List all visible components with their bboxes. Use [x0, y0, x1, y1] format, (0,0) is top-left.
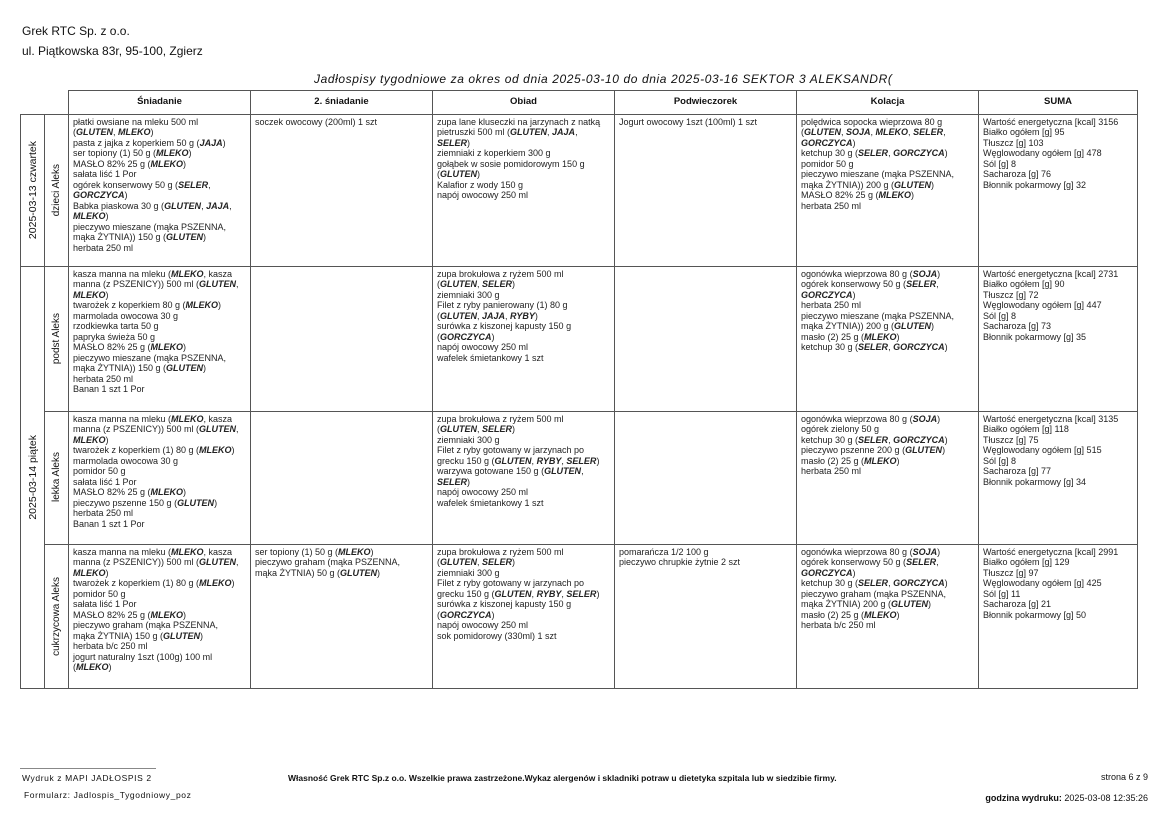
cell-line: (MLEKO)	[73, 662, 112, 672]
cell-line: sok pomidorowy (330ml) 1 szt	[437, 630, 557, 641]
cell-line: pieczywo mieszane (mąka PSZENNA,	[801, 310, 955, 321]
diet-label: lekka Aleks	[45, 411, 69, 544]
cell-line: Sacharoza [g] 77	[983, 466, 1052, 476]
cell-line: jogurt naturalny 1szt (100g) 100 ml	[73, 651, 213, 662]
cell-line: marmolada owocowa 30 g	[73, 310, 179, 321]
cell-line: MASŁO 82% 25 g (MLEKO)	[73, 487, 187, 497]
cell-line: Sól [g] 8	[983, 310, 1017, 321]
cell-line: Tłuszcz [g] 75	[983, 434, 1039, 445]
cell-line: wafelek śmietankowy 1 szt	[437, 352, 544, 363]
day-label: 2025-03-13 czwartek	[21, 114, 45, 266]
cell-line: herbata 250 ml	[801, 300, 862, 310]
cell-line: sałata liść 1 Por	[73, 599, 137, 609]
cell-line: pomidor 50 g	[801, 158, 854, 169]
cell-line: ketchup 30 g (SELER, GORCZYCA)	[801, 578, 948, 588]
cell-line: polędwica sopocka wieprzowa 80 g	[801, 116, 943, 127]
cell-line: gołąbek w sosie pomidorowym 150 g	[437, 158, 585, 169]
cell-line: pieczywo mieszane (mąka PSZENNA,	[73, 352, 227, 363]
cell-line: mąka ŻYTNIA) 50 g (GLUTEN)	[255, 567, 381, 578]
col-header-sniadanie: Śniadanie	[69, 91, 251, 115]
cell-line: sałata liść 1 Por	[73, 169, 137, 179]
cell-line: ziemniaki 300 g	[437, 434, 500, 445]
cell-line: Jogurt owocowy 1szt (100ml) 1 szt	[619, 116, 758, 127]
cell-line: Kalafior z wody 150 g	[437, 179, 524, 190]
cell-line: MASŁO 82% 25 g (MLEKO)	[73, 342, 187, 352]
cell-line: Tłuszcz [g] 72	[983, 289, 1039, 300]
cell-line: ogonówka wieprzowa 80 g (SOJA)	[801, 546, 941, 557]
cell-line: pomidor 50 g	[73, 588, 126, 599]
cell-line: Sacharoza [g] 76	[983, 169, 1052, 179]
cell-line: mąka ŻYTNIA)) 200 g (GLUTEN)	[801, 179, 935, 190]
document-title: Jadłospisy tygodniowe za okres od dnia 2025-03-10 do dnia 2025-03-16 SEKTOR 3 ALEKSANDR(	[314, 72, 893, 86]
cell-line: twarożek z koperkiem (1) 80 g (MLEKO)	[73, 445, 235, 455]
weekly-menu-table	[20, 90, 1138, 689]
cell-line: pieczywo chrupkie żytnie 2 szt	[619, 557, 741, 567]
meal-cell-drugie-sniadanie	[251, 114, 433, 266]
cell-line: napój owocowy 250 ml	[437, 487, 529, 497]
nutrition-sum-cell	[979, 266, 1138, 411]
cell-line: Tłuszcz [g] 97	[983, 567, 1039, 578]
cell-line: twarożek z koperkiem 80 g (MLEKO)	[73, 300, 222, 310]
cell-line: herbata b/c 250 ml	[73, 641, 148, 651]
cell-line: Białko ogółem [g] 95	[983, 127, 1065, 137]
cell-line: MLEKO)	[73, 434, 109, 445]
cell-line: Sól [g] 8	[983, 455, 1017, 466]
diet-label: podst Aleks	[45, 266, 69, 411]
cell-line: pieczywo mieszane (mąka PSZENNA,	[73, 221, 227, 232]
cell-line: masło (2) 25 g (MLEKO)	[801, 455, 900, 466]
cell-line: mąka ŻYTNIA) 150 g (GLUTEN)	[73, 630, 204, 641]
meal-cell-drugie-sniadanie	[251, 544, 433, 688]
cell-line: marmolada owocowa 30 g	[73, 455, 179, 466]
meal-cell-obiad	[433, 266, 615, 411]
cell-line: Białko ogółem [g] 90	[983, 279, 1065, 289]
print-timestamp	[985, 793, 1148, 803]
cell-line: masło (2) 25 g (MLEKO)	[801, 609, 900, 620]
cell-line: herbata b/c 250 ml	[801, 620, 876, 630]
meal-cell-sniadanie	[69, 544, 251, 688]
cell-line: ogonówka wieprzowa 80 g (SOJA)	[801, 413, 941, 424]
cell-line: kasza manna na mleku (MLEKO, kasza	[73, 546, 233, 557]
cell-line: sałata liść 1 Por	[73, 476, 137, 487]
meal-cell-kolacja	[797, 114, 979, 266]
cell-line: Białko ogółem [g] 129	[983, 557, 1070, 567]
cell-line: warzywa gotowane 150 g (GLUTEN,	[437, 466, 584, 476]
cell-line: soczek owocowy (200ml) 1 szt	[255, 116, 378, 127]
diet-label: dzieci Aleks	[45, 114, 69, 266]
cell-line: MLEKO)	[73, 289, 109, 300]
cell-line: grecku 150 g (GLUTEN, RYBY, SELER)	[437, 455, 600, 466]
cell-line: SELER)	[437, 476, 471, 487]
cell-line: ogonówka wieprzowa 80 g (SOJA)	[801, 268, 941, 279]
table-header-row	[21, 91, 1138, 115]
cell-line: napój owocowy 250 ml	[437, 342, 529, 352]
cell-line: SELER)	[437, 137, 471, 148]
cell-line: pomidor 50 g	[73, 466, 126, 476]
cell-line: manna (z PSZENICY)) 500 ml (GLUTEN,	[73, 557, 239, 567]
print-time-value: 2025-03-08 12:35:26	[1064, 793, 1148, 803]
company-address: ul. Piątkowska 83r, 95-100, Zgierz	[22, 44, 203, 58]
cell-line: ogórek zielony 50 g	[801, 424, 880, 434]
cell-line: MASŁO 82% 25 g (MLEKO)	[73, 609, 187, 620]
cell-line: Wartość energetyczna [kcal] 3156	[983, 116, 1119, 127]
cell-line: MLEKO)	[73, 567, 109, 578]
cell-line: grecku 150 g (GLUTEN, RYBY, SELER)	[437, 588, 600, 599]
header-corner	[21, 91, 69, 115]
cell-line: mąka ŻYTNIA)) 150 g (GLUTEN)	[73, 232, 207, 242]
cell-line: Węglowodany ogółem [g] 425	[983, 578, 1102, 588]
cell-line: Sól [g] 11	[983, 588, 1021, 599]
meal-cell-sniadanie	[69, 266, 251, 411]
table-row	[21, 411, 1138, 544]
nutrition-sum-cell	[979, 411, 1138, 544]
cell-line: masło (2) 25 g (MLEKO)	[801, 331, 900, 342]
cell-line: Sacharoza [g] 73	[983, 321, 1052, 331]
cell-line: manna (z PSZENICY)) 500 ml (GLUTEN,	[73, 279, 239, 289]
cell-line: Wartość energetyczna [kcal] 2731	[983, 268, 1119, 279]
cell-line: (GORCZYCA)	[437, 609, 495, 620]
col-header-kolacja: Kolacja	[797, 91, 979, 115]
cell-line: Babka piaskowa 30 g (GLUTEN, JAJA,	[73, 200, 232, 211]
cell-line: (GLUTEN, SELER)	[437, 279, 516, 289]
cell-line: Błonnik pokarmowy [g] 35	[983, 331, 1087, 342]
cell-line: (GORCZYCA)	[437, 331, 495, 342]
meal-cell-podwieczorek	[615, 411, 797, 544]
footer-print-source: Wydruk z MAPI JADŁOSPIS 2	[22, 773, 152, 783]
cell-line: mąka ŻYTNIA)) 150 g (GLUTEN)	[73, 363, 207, 373]
meal-cell-podwieczorek	[615, 114, 797, 266]
meal-cell-drugie-sniadanie	[251, 411, 433, 544]
cell-line: pieczywo graham (mąka PSZENNA,	[73, 620, 219, 630]
cell-line: GORCZYCA)	[801, 289, 856, 300]
cell-line: Węglowodany ogółem [g] 447	[983, 300, 1102, 310]
meal-cell-podwieczorek	[615, 266, 797, 411]
cell-line: ketchup 30 g (SELER, GORCZYCA)	[801, 342, 948, 352]
cell-line: (GLUTEN, MLEKO)	[73, 127, 154, 137]
cell-line: Banan 1 szt 1 Por	[73, 384, 145, 394]
cell-line: Filet z ryby gotowany w jarzynach po	[437, 578, 585, 588]
page-number: strona 6 z 9	[1100, 772, 1148, 782]
print-time-label: godzina wydruku:	[985, 793, 1062, 803]
cell-line: Filet z ryby gotowany w jarzynach po	[437, 445, 585, 455]
cell-line: napój owocowy 250 ml	[437, 190, 529, 200]
cell-line: GORCZYCA)	[73, 190, 128, 200]
meal-cell-drugie-sniadanie	[251, 266, 433, 411]
col-header-podwieczorek: Podwieczorek	[615, 91, 797, 115]
meal-cell-obiad	[433, 411, 615, 544]
cell-line: MLEKO)	[73, 211, 109, 221]
cell-line: pieczywo pszenne 150 g (GLUTEN)	[73, 497, 218, 508]
nutrition-sum-cell	[979, 114, 1138, 266]
footer-divider	[20, 768, 156, 769]
cell-line: pieczywo mieszane (mąka PSZENNA,	[801, 169, 955, 179]
cell-line: płatki owsiane na mleku 500 ml	[73, 116, 199, 127]
cell-line: ketchup 30 g (SELER, GORCZYCA)	[801, 434, 948, 445]
cell-line: rzodkiewka tarta 50 g	[73, 321, 159, 331]
footer-form-name: Formularz: Jadlospis_Tygodniowy_poz	[24, 790, 192, 800]
cell-line: ziemniaki 300 g	[437, 289, 500, 300]
day-label: 2025-03-14 piątek	[21, 266, 45, 688]
cell-line: Błonnik pokarmowy [g] 34	[983, 476, 1087, 487]
cell-line: pasta z jajka z koperkiem 50 g (JAJA)	[73, 137, 226, 148]
cell-line: Tłuszcz [g] 103	[983, 137, 1044, 148]
footer-ownership-note: Własność Grek RTC Sp.z o.o. Wszelkie prawa zastrzeżone.Wykaz alergenów i skladniki potraw u dietetyka szpitala lub w siedzibie firmy.	[288, 773, 837, 783]
cell-line: Sacharoza [g] 21	[983, 599, 1052, 609]
company-name: Grek RTC Sp. z o.o.	[22, 24, 130, 38]
cell-line: Węglowodany ogółem [g] 515	[983, 445, 1102, 455]
meal-cell-kolacja	[797, 266, 979, 411]
cell-line: twarożek z koperkiem (1) 80 g (MLEKO)	[73, 578, 235, 588]
cell-line: Filet z ryby panierowany (1) 80 g	[437, 300, 568, 310]
cell-line: surówka z kiszonej kapusty 150 g	[437, 599, 572, 609]
meal-cell-obiad	[433, 544, 615, 688]
cell-line: (GLUTEN, SELER)	[437, 557, 516, 567]
cell-line: Białko ogółem [g] 118	[983, 424, 1069, 434]
meal-cell-sniadanie	[69, 114, 251, 266]
cell-line: ser topiony (1) 50 g (MLEKO)	[73, 148, 192, 158]
cell-line: (GLUTEN, SOJA, MLEKO, SELER,	[801, 127, 946, 137]
cell-line: Sól [g] 8	[983, 158, 1017, 169]
cell-line: herbata 250 ml	[73, 373, 134, 384]
cell-line: ser topiony (1) 50 g (MLEKO)	[255, 546, 374, 557]
cell-line: manna (z PSZENICY)) 500 ml (GLUTEN,	[73, 424, 239, 434]
table-row	[21, 266, 1138, 411]
col-header-suma: SUMA	[979, 91, 1138, 115]
cell-line: pieczywo pszenne 200 g (GLUTEN)	[801, 445, 946, 455]
cell-line: MASŁO 82% 25 g (MLEKO)	[801, 190, 915, 200]
meal-cell-obiad	[433, 114, 615, 266]
cell-line: Wartość energetyczna [kcal] 3135	[983, 413, 1119, 424]
cell-line: (GLUTEN, JAJA, RYBY)	[437, 310, 538, 321]
cell-line: ogórek konserwowy 50 g (SELER,	[73, 179, 211, 190]
cell-line: ketchup 30 g (SELER, GORCZYCA)	[801, 148, 948, 158]
cell-line: zupa brokułowa z ryżem 500 ml	[437, 268, 564, 279]
cell-line: kasza manna na mleku (MLEKO, kasza	[73, 413, 233, 424]
cell-line: pieczywo graham (mąka PSZENNA,	[255, 557, 401, 567]
col-header-drugie-sniadanie: 2. śniadanie	[251, 91, 433, 115]
cell-line: pietruszki 500 ml (GLUTEN, JAJA,	[437, 127, 578, 137]
cell-line: (GLUTEN)	[437, 169, 480, 179]
meal-cell-sniadanie	[69, 411, 251, 544]
cell-line: (GLUTEN, SELER)	[437, 424, 516, 434]
cell-line: GORCZYCA)	[801, 137, 856, 148]
cell-line: ziemniaki z koperkiem 300 g	[437, 148, 551, 158]
cell-line: zupa brokułowa z ryżem 500 ml	[437, 413, 564, 424]
nutrition-sum-cell	[979, 544, 1138, 688]
cell-line: mąka ŻYTNIA) 200 g (GLUTEN)	[801, 599, 932, 609]
cell-line: ogórek konserwowy 50 g (SELER,	[801, 279, 939, 289]
cell-line: MASŁO 82% 25 g (MLEKO)	[73, 158, 187, 169]
cell-line: GORCZYCA)	[801, 567, 856, 578]
cell-line: Błonnik pokarmowy [g] 50	[983, 609, 1087, 620]
cell-line: pomarańcza 1/2 100 g	[619, 546, 709, 557]
cell-line: zupa brokułowa z ryżem 500 ml	[437, 546, 564, 557]
cell-line: napój owocowy 250 ml	[437, 620, 529, 630]
cell-line: herbata 250 ml	[73, 508, 134, 518]
cell-line: ogórek konserwowy 50 g (SELER,	[801, 557, 939, 567]
cell-line: zupa lane kluseczki na jarzynach z natką	[437, 116, 601, 127]
cell-line: wafelek śmietankowy 1 szt	[437, 497, 544, 508]
cell-line: Węglowodany ogółem [g] 478	[983, 148, 1102, 158]
table-row	[21, 114, 1138, 266]
cell-line: herbata 250 ml	[73, 242, 134, 253]
cell-line: pieczywo graham (mąka PSZENNA,	[801, 588, 947, 599]
cell-line: surówka z kiszonej kapusty 150 g	[437, 321, 572, 331]
col-header-obiad: Obiad	[433, 91, 615, 115]
cell-line: herbata 250 ml	[801, 200, 862, 211]
meal-cell-kolacja	[797, 411, 979, 544]
table-row	[21, 544, 1138, 688]
diet-label: cukrzycowa Aleks	[45, 544, 69, 688]
cell-line: Banan 1 szt 1 Por	[73, 518, 145, 529]
cell-line: herbata 250 ml	[801, 466, 862, 476]
cell-line: mąka ŻYTNIA)) 200 g (GLUTEN)	[801, 321, 935, 331]
cell-line: ziemniaki 300 g	[437, 567, 500, 578]
meal-cell-podwieczorek	[615, 544, 797, 688]
cell-line: kasza manna na mleku (MLEKO, kasza	[73, 268, 233, 279]
cell-line: papryka świeża 50 g	[73, 331, 156, 342]
cell-line: Wartość energetyczna [kcal] 2991	[983, 546, 1119, 557]
meal-cell-kolacja	[797, 544, 979, 688]
cell-line: Błonnik pokarmowy [g] 32	[983, 179, 1087, 190]
